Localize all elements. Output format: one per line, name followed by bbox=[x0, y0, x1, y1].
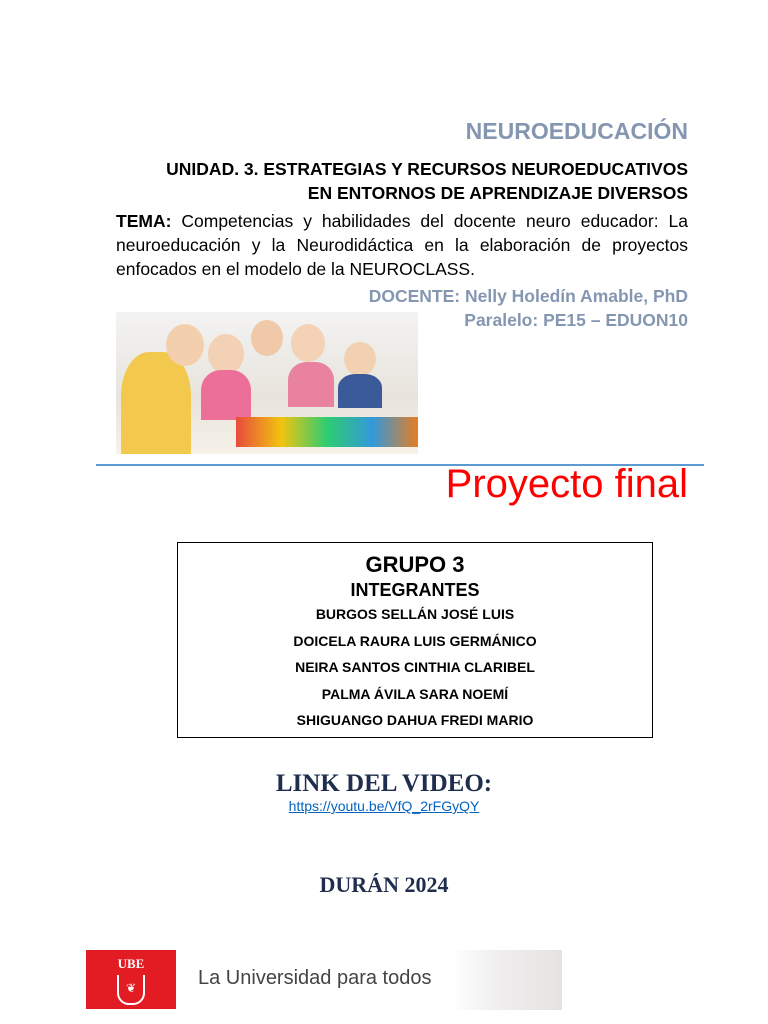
group-box bbox=[177, 542, 653, 738]
member: NEIRA SANTOS CINTHIA CLARIBEL bbox=[295, 659, 535, 675]
ube-logo bbox=[86, 950, 176, 1009]
group-name: GRUPO 3 bbox=[365, 552, 465, 577]
tagline: La Universidad para todos bbox=[198, 967, 432, 989]
video-link-heading: LINK DEL VIDEO: bbox=[275, 770, 493, 797]
subject-title: NEUROEDUCACIÓN bbox=[465, 118, 688, 144]
member: SHIGUANGO DAHUA FREDI MARIO bbox=[296, 712, 534, 728]
video-link[interactable]: https://youtu.be/VfQ_2rFGyQY bbox=[288, 798, 480, 814]
topic-label: TEMA: bbox=[116, 211, 172, 231]
members-heading: INTEGRANTES bbox=[350, 580, 480, 600]
city-year: DURÁN 2024 bbox=[319, 872, 449, 897]
building-image bbox=[452, 950, 562, 1010]
unit-line: UNIDAD. 3. ESTRATEGIAS Y RECURSOS NEUROEDUCATIVOS bbox=[166, 159, 688, 179]
topic bbox=[116, 209, 688, 281]
topic-text: Competencias y habilidades del docente neuro educador: La neuroeducación y la Neurodidáctica en la elaboración de proyectos enfocados en el modelo de la NEUROCLASS. bbox=[116, 211, 688, 279]
unit-line: EN ENTORNOS DE APRENDIZAJE DIVERSOS bbox=[307, 183, 688, 203]
children-photo bbox=[116, 312, 418, 454]
member: PALMA ÁVILA SARA NOEMÍ bbox=[321, 685, 509, 702]
member: BURGOS SELLÁN JOSÉ LUIS bbox=[315, 606, 515, 622]
logo-text: UBE bbox=[117, 956, 145, 971]
member: DOICELA RAURA LUIS GERMÁNICO bbox=[293, 632, 537, 649]
teacher: DOCENTE: Nelly Holedín Amable, PhD bbox=[368, 286, 688, 306]
document-title: Proyecto final bbox=[445, 462, 688, 506]
shield-icon: ❦ bbox=[117, 975, 145, 1005]
unit-heading bbox=[166, 157, 688, 205]
parallel: Paralelo: PE15 – EDUON10 bbox=[464, 310, 688, 330]
